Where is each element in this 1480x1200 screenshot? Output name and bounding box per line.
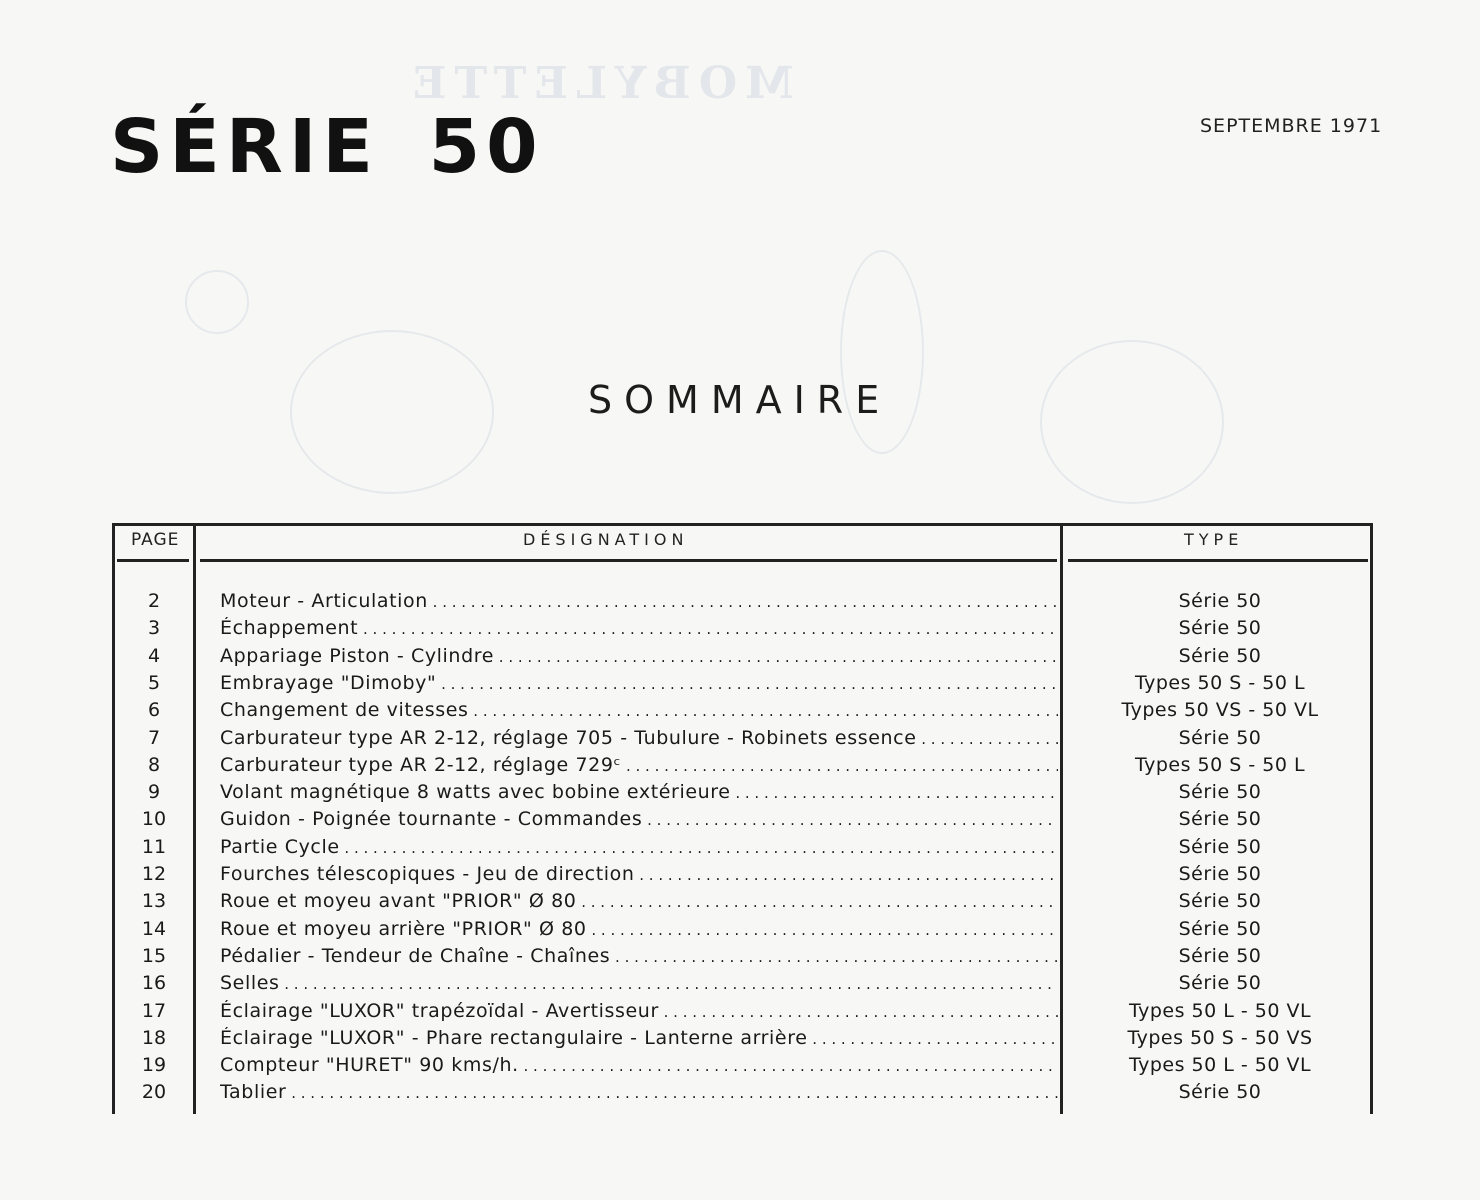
show-through-drawing [290,330,494,494]
row-page-number: 15 [141,944,167,967]
row-designation: Appariage Piston - Cylindre . . . [220,645,1058,667]
row-designation: Compteur "HURET" 90 kms/h. . . . [220,1054,1058,1076]
row-designation: Roue et moyeu arrière "PRIOR" Ø 80 . . . [220,918,1058,940]
row-designation: Fourches télescopiques - Jeu de direction . . . [220,863,1058,885]
row-type: Série 50 [1178,890,1262,913]
table-row [115,807,1370,834]
row-type: Série 50 [1178,590,1262,612]
row-type: Série 50 [1178,917,1262,940]
row-page-number: 3 [147,617,161,640]
row-type: Série 50 [1178,644,1262,667]
page-title: SÉRIE 50 [110,104,544,190]
table-row [115,780,1370,807]
row-type: Types 50 L - 50 VL [1128,999,1312,1022]
table-row [115,1080,1370,1107]
row-type: Types 50 VS - 50 VL [1121,699,1319,722]
header-rule [200,559,1057,562]
row-type: Série 50 [1178,808,1262,831]
row-type: Série 50 [1178,972,1262,995]
table-row [115,753,1370,780]
row-designation: Échappement . . . [220,617,1058,639]
row-designation: Carburateur type AR 2-12, réglage 729ᶜ . . . [220,754,1058,776]
row-type: Série 50 [1178,617,1262,640]
row-type: Types 50 L - 50 VL [1128,1054,1312,1077]
row-designation: Partie Cycle . . . [220,836,1058,858]
table-row [115,726,1370,753]
row-page-number: 10 [141,808,167,831]
table-row [115,1053,1370,1080]
table-row [115,589,1370,616]
table-row [115,1026,1370,1053]
row-page-number: 4 [147,644,161,667]
show-through-drawing [185,270,249,334]
column-header-page: PAGE [131,530,180,550]
show-through-drawing [1040,340,1224,504]
row-designation: Guidon - Poignée tournante - Commandes . . . [220,808,1058,830]
table-row [115,862,1370,889]
row-designation: Tablier . . . [220,1081,1058,1103]
table-row [115,671,1370,698]
show-through-watermark: MOBYLETTE [405,58,794,109]
row-type: Série 50 [1178,1081,1262,1104]
column-header-designation: DÉSIGNATION [523,530,689,549]
contents-table [112,523,1373,1114]
row-designation: Changement de vitesses . . . [220,699,1058,721]
table-row [115,616,1370,643]
show-through-drawing [840,250,924,454]
column-header-type: TYPE [1184,530,1244,549]
row-type: Série 50 [1178,781,1262,804]
header-rule [1068,559,1368,562]
table-row [115,917,1370,944]
row-page-number: 5 [147,671,161,694]
row-designation: Éclairage "LUXOR" - Phare rectangulaire - Lanterne arrière . . . [220,1027,1058,1049]
header-rule [117,559,189,562]
row-page-number: 8 [147,753,161,776]
table-row [115,835,1370,862]
row-page-number: 17 [141,999,167,1022]
row-designation: Roue et moyeu avant "PRIOR" Ø 80 . . . [220,890,1058,912]
row-page-number: 19 [141,1054,167,1077]
row-page-number: 2 [147,590,161,612]
row-page-number: 16 [141,972,167,995]
row-page-number: 12 [141,863,167,885]
table-row [115,971,1370,998]
row-page-number: 18 [141,1026,167,1049]
row-page-number: 7 [147,726,161,749]
row-designation: Carburateur type AR 2-12, réglage 705 - Tubulure - Robinets essence . . . [220,727,1058,749]
row-page-number: 11 [141,835,167,858]
row-designation: Embrayage "Dimoby" . . . [220,672,1058,694]
row-page-number: 14 [141,917,167,940]
row-type: Série 50 [1178,726,1262,749]
row-page-number: 13 [141,890,167,913]
row-type: Types 50 S - 50 L [1134,753,1306,776]
row-page-number: 20 [141,1081,167,1104]
row-type: Série 50 [1178,863,1262,885]
row-type: Série 50 [1178,944,1262,967]
row-type: Types 50 S - 50 VS [1127,1026,1313,1049]
row-page-number: 9 [147,781,161,804]
table-row [115,999,1370,1026]
row-designation: Volant magnétique 8 watts avec bobine extérieure . . . [220,781,1058,803]
row-designation: Éclairage "LUXOR" trapézoïdal - Avertisseur . . . [220,1000,1058,1022]
publication-date: SEPTEMBRE 1971 [1200,115,1383,137]
section-title: SOMMAIRE [588,378,892,422]
row-page-number: 6 [147,699,161,722]
table-row [115,944,1370,971]
table-row [115,889,1370,916]
row-designation: Moteur - Articulation . . . [220,590,1058,612]
row-designation: Pédalier - Tendeur de Chaîne - Chaînes . . . [220,945,1058,967]
table-row [115,698,1370,725]
row-type: Série 50 [1178,835,1262,858]
table-row [115,644,1370,671]
row-designation: Selles . . . [220,972,1058,994]
row-type: Types 50 S - 50 L [1134,671,1306,694]
